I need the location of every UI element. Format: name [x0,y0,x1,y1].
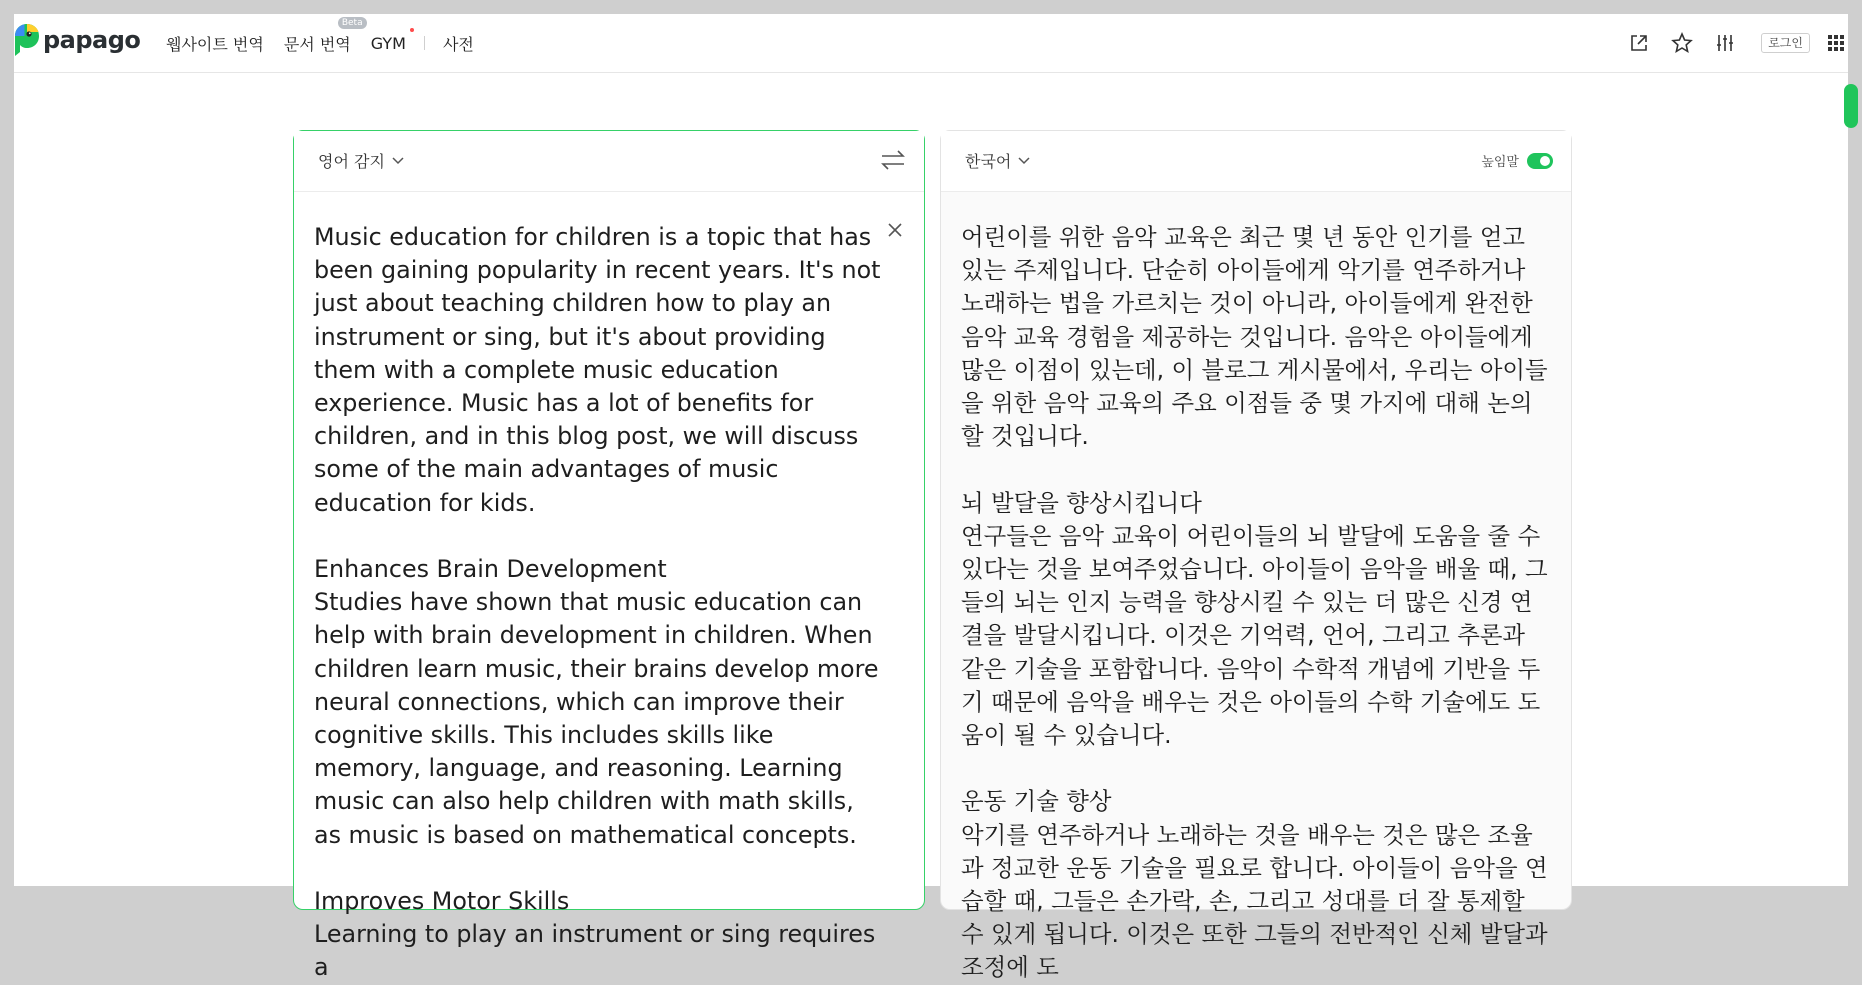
settings-sliders-icon[interactable] [1713,31,1737,55]
papago-app [14,14,1848,982]
swap-languages-icon[interactable] [880,149,906,171]
translated-text: 어린이를 위한 음악 교육은 최근 몇 년 동안 인기를 얻고 있는 주제입니다. 단순히 아이들에게 악기를 연주하거나 노래하는 법을 가르치는 것이 아니라, 아이들에게 완전한 음악 교육 경험을 제공하는 것입니다. 음악은 아이들에게 많은 이점이 있는데, 이 블로그 게시물에서, 우리는 아이들을 위한 음악 교육의 주요 이점들 중 몇 가지에 대해 논의할 것입니다. 뇌 발달을 향상시킵니다 연구들은 음악 교육이 어린이들의 뇌 발달에 도움을 줄 수 있다는 것을 보여주었습니다. 아이들이 음악을 배울 때, 그들의 뇌는 인지 능력을 향상시킬 수 있는 더 많은 신경 연결을 발달시킵니다. 이것은 기억력, 언어, 그리고 추론과 같은 기술을 포함합니다. 음악이 수학적 개념에 기반을 두기 때문에 음악을 배우는 것은 아이들의 수학 기술에도 도움이 될 수 있습니다. 운동 기술 향상 악기를 연주하거나 노래하는 것을 배우는 것은 많은 조율과 정교한 운동 기술을 필요로 합니다. 아이들이 음악을 연습할 때, 그들은 손가락, 손, 그리고 성대를 더 잘 통제할 수 있게 됩니다. 이것은 또한 그들의 전반적인 신체 발달과 조정에 도 [961,223,1548,982]
logo-text: papago [43,26,141,54]
nav-website-translate[interactable]: 웹사이트 번역 [166,34,264,54]
target-panel [940,130,1572,982]
nav-gym-label: GYM [370,33,406,53]
source-panel-header [294,131,924,192]
side-feedback-tab[interactable] [1844,84,1858,128]
nav-document-translate-label: 문서 번역 [283,34,351,54]
beta-badge: Beta [338,17,367,29]
source-language-label: 영어 감지 [318,152,385,171]
nav-dictionary[interactable]: 사전 [442,34,474,54]
main-nav [166,14,494,72]
top-header [14,14,1848,73]
apps-grid-icon[interactable] [1824,31,1848,55]
source-panel [293,130,925,982]
chevron-down-icon [391,156,405,166]
new-indicator-dot [410,28,414,32]
target-language-select[interactable] [965,149,1031,172]
target-panel-header [941,131,1571,192]
papago-logo[interactable] [14,20,140,60]
honorific-label: 높임말 [1481,155,1519,170]
parrot-logo-icon [14,23,40,57]
star-icon[interactable] [1670,31,1694,55]
nav-document-translate[interactable] [283,17,363,55]
nav-divider [424,36,425,50]
source-language-select[interactable] [318,149,405,172]
share-icon[interactable] [1627,31,1651,55]
chevron-down-icon [1017,156,1031,166]
header-actions [1608,14,1848,72]
clear-text-icon[interactable] [886,221,904,239]
honorific-toggle[interactable] [1481,151,1553,170]
nav-gym[interactable] [371,34,406,53]
login-button[interactable]: 로그인 [1761,33,1810,53]
source-text-input[interactable]: Music education for children is a topic that has been gaining popularity in recent years. It's not just about teaching children how to play an instrument or sing, but it's about providing them with a complete music education experience. Music has a lot of benefits for children, and in this blog post, we will discuss some of the main advantages of music education for kids. Enhances Brain Development Studies have shown that music education can help with brain development in children. When children learn music, their brains develop more neural connections, which can improve their cognitive skills. This includes skills like memory, language, and reasoning. Learning music can also help children with math skills, as music is based on mathematical concepts. Improves Motor Skills Learning to play an instrument or sing requires a [314,223,881,982]
target-language-label: 한국어 [965,152,1012,171]
toggle-switch[interactable] [1527,153,1553,169]
